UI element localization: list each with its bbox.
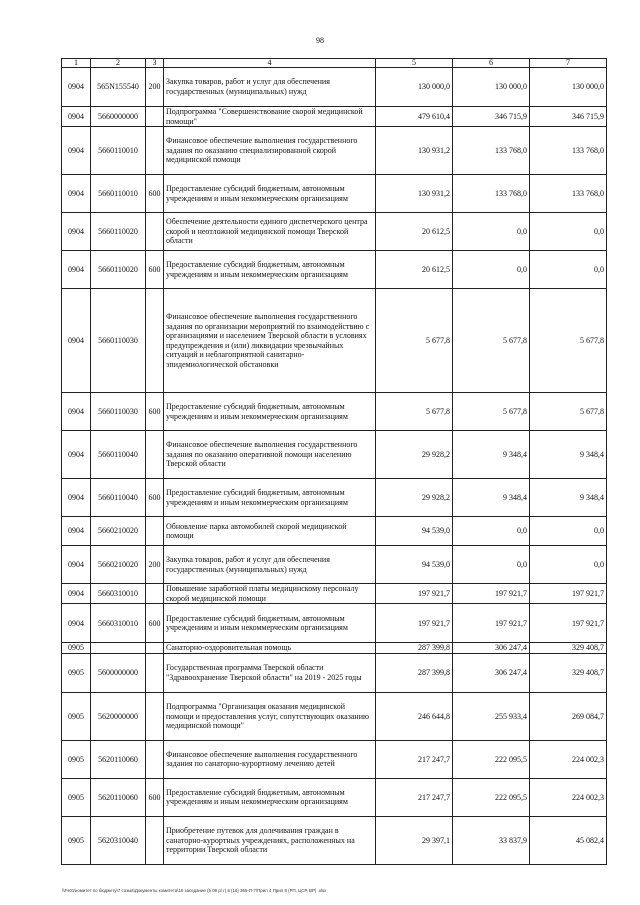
item-name-cell: Повышение заработной платы медицинскому персоналу скорой медицинской помощи <box>164 584 376 604</box>
item-name-cell: Государственная программа Тверской области "Здравоохранение Тверской области" на 2019 - 2025 годы <box>164 653 376 692</box>
expense-type-cell <box>146 213 164 251</box>
amount-col6-cell: 0,0 <box>453 517 530 546</box>
amount-col6-cell: 0,0 <box>453 546 530 584</box>
target-code-cell: 5660110030 <box>91 289 146 393</box>
column-number-row <box>62 59 607 68</box>
amount-col5-cell: 29 397,1 <box>376 816 453 864</box>
amount-col6-cell: 133 768,0 <box>453 175 530 213</box>
amount-col5-cell: 217 247,7 <box>376 740 453 778</box>
column-header: 1 <box>62 59 91 68</box>
amount-col5-cell: 130 931,2 <box>376 175 453 213</box>
amount-col6-cell: 133 768,0 <box>453 127 530 175</box>
expense-type-cell <box>146 107 164 127</box>
section-code-cell: 0904 <box>62 584 91 604</box>
target-code-cell <box>91 643 146 654</box>
amount-col5-cell: 29 928,2 <box>376 479 453 517</box>
section-code-cell: 0905 <box>62 778 91 816</box>
section-code-cell: 0904 <box>62 213 91 251</box>
amount-col7-cell: 5 677,8 <box>530 393 607 431</box>
item-name-cell: Приобретение путевок для долечивания граждан в санаторно-курортных учреждениях, расположенных на территории Тверской области <box>164 816 376 864</box>
expense-type-cell: 200 <box>146 68 164 107</box>
item-name-cell: Санаторно-оздоровительная помощь <box>164 643 376 654</box>
column-header: 3 <box>146 59 164 68</box>
table-row <box>62 175 607 213</box>
amount-col5-cell: 29 928,2 <box>376 431 453 479</box>
section-code-cell: 0904 <box>62 479 91 517</box>
amount-col5-cell: 197 921,7 <box>376 604 453 643</box>
item-name-cell: Предоставление субсидий бюджетным, автономным учреждениям и иным некоммерческим организациям <box>164 251 376 289</box>
expense-type-cell <box>146 517 164 546</box>
target-code-cell: 5660110030 <box>91 393 146 431</box>
amount-col6-cell: 306 247,4 <box>453 653 530 692</box>
table-row <box>62 778 607 816</box>
amount-col6-cell: 130 000,0 <box>453 68 530 107</box>
column-header: 6 <box>453 59 530 68</box>
amount-col7-cell: 329 408,7 <box>530 643 607 654</box>
table-row <box>62 584 607 604</box>
table-row <box>62 546 607 584</box>
amount-col6-cell: 306 247,4 <box>453 643 530 654</box>
target-code-cell: 5660110020 <box>91 251 146 289</box>
amount-col7-cell: 224 002,3 <box>530 778 607 816</box>
amount-col7-cell: 0,0 <box>530 546 607 584</box>
section-code-cell: 0904 <box>62 68 91 107</box>
item-name-cell: Предоставление субсидий бюджетным, автономным учреждениям и иным некоммерческим организациям <box>164 479 376 517</box>
section-code-cell: 0904 <box>62 251 91 289</box>
amount-col6-cell: 0,0 <box>453 213 530 251</box>
target-code-cell: 5660210020 <box>91 517 146 546</box>
item-name-cell: Подпрограмма "Организация оказания медицинской помощи и предоставления услуг, сопутствующих оказанию медицинской помощи" <box>164 692 376 740</box>
amount-col6-cell: 222 095,5 <box>453 778 530 816</box>
target-code-cell: 565N155540 <box>91 68 146 107</box>
expense-type-cell <box>146 643 164 654</box>
section-code-cell: 0904 <box>62 175 91 213</box>
amount-col5-cell: 5 677,8 <box>376 289 453 393</box>
item-name-cell: Финансовое обеспечение выполнения государственного задания по оказанию оперативной помощи населению Тверской области <box>164 431 376 479</box>
amount-col7-cell: 130 000,0 <box>530 68 607 107</box>
expense-type-cell <box>146 692 164 740</box>
amount-col7-cell: 346 715,9 <box>530 107 607 127</box>
amount-col5-cell: 287 399,8 <box>376 643 453 654</box>
table-row <box>62 643 607 654</box>
section-code-cell: 0904 <box>62 517 91 546</box>
target-code-cell: 5660210020 <box>91 546 146 584</box>
item-name-cell: Предоставление субсидий бюджетным, автономным учреждениям и иным некоммерческим организациям <box>164 778 376 816</box>
amount-col7-cell: 9 348,4 <box>530 431 607 479</box>
amount-col6-cell: 0,0 <box>453 251 530 289</box>
target-code-cell: 5660310010 <box>91 584 146 604</box>
amount-col7-cell: 224 002,3 <box>530 740 607 778</box>
section-code-cell: 0904 <box>62 604 91 643</box>
amount-col7-cell: 0,0 <box>530 213 607 251</box>
expense-type-cell <box>146 653 164 692</box>
target-code-cell: 5620000000 <box>91 692 146 740</box>
amount-col5-cell: 479 610,4 <box>376 107 453 127</box>
table-row <box>62 517 607 546</box>
column-header: 5 <box>376 59 453 68</box>
target-code-cell: 5660110040 <box>91 431 146 479</box>
target-code-cell: 5660000000 <box>91 107 146 127</box>
amount-col7-cell: 269 084,7 <box>530 692 607 740</box>
expense-type-cell <box>146 816 164 864</box>
amount-col5-cell: 5 677,8 <box>376 393 453 431</box>
section-code-cell: 0904 <box>62 393 91 431</box>
amount-col5-cell: 246 644,8 <box>376 692 453 740</box>
section-code-cell: 0904 <box>62 431 91 479</box>
expense-type-cell: 600 <box>146 393 164 431</box>
amount-col7-cell: 197 921,7 <box>530 604 607 643</box>
amount-col6-cell: 197 921,7 <box>453 584 530 604</box>
expense-type-cell <box>146 431 164 479</box>
target-code-cell: 5620310040 <box>91 816 146 864</box>
expense-type-cell: 600 <box>146 479 164 517</box>
amount-col5-cell: 94 539,0 <box>376 546 453 584</box>
amount-col6-cell: 197 921,7 <box>453 604 530 643</box>
amount-col5-cell: 20 612,5 <box>376 251 453 289</box>
amount-col7-cell: 0,0 <box>530 251 607 289</box>
expense-type-cell <box>146 584 164 604</box>
amount-col5-cell: 130 931,2 <box>376 127 453 175</box>
table-row <box>62 816 607 864</box>
section-code-cell: 0904 <box>62 107 91 127</box>
item-name-cell: Закупка товаров, работ и услуг для обеспечения государственных (муниципальных) нужд <box>164 68 376 107</box>
section-code-cell: 0905 <box>62 643 91 654</box>
item-name-cell: Финансовое обеспечение выполнения государственного задания по организации мероприятий по взаимодействию с организациями и населением Тверской области в условиях предупреждения и (или) ликвидации чрезвычайных ситуаций и неблагоприятной санитарно-эпидемиологической обстановки <box>164 289 376 393</box>
amount-col5-cell: 94 539,0 <box>376 517 453 546</box>
file-path-footer: \\Fs01\комитет по бюджету\7 созыв\Документы комитета\16 заседание (5.09 р/ г) в (16) 365-П-7\Прил 4 Прил 8 (РП, ЦСР, ВР) .xlsx <box>62 888 327 893</box>
amount-col5-cell: 20 612,5 <box>376 213 453 251</box>
item-name-cell: Предоставление субсидий бюджетным, автономным учреждениям и иным некоммерческим организациям <box>164 604 376 643</box>
table-row <box>62 289 607 393</box>
section-code-cell: 0905 <box>62 816 91 864</box>
section-code-cell: 0905 <box>62 692 91 740</box>
section-code-cell: 0904 <box>62 289 91 393</box>
target-code-cell: 5660110040 <box>91 479 146 517</box>
amount-col7-cell: 9 348,4 <box>530 479 607 517</box>
table-row <box>62 393 607 431</box>
page-number: 98 <box>316 36 324 45</box>
amount-col5-cell: 217 247,7 <box>376 778 453 816</box>
table-row <box>62 213 607 251</box>
amount-col7-cell: 5 677,8 <box>530 289 607 393</box>
item-name-cell: Предоставление субсидий бюджетным, автономным учреждениям и иным некоммерческим организациям <box>164 393 376 431</box>
column-header: 7 <box>530 59 607 68</box>
column-header: 4 <box>164 59 376 68</box>
item-name-cell: Финансовое обеспечение выполнения государственного задания по санаторно-курортному лечению детей <box>164 740 376 778</box>
expense-type-cell: 600 <box>146 175 164 213</box>
section-code-cell: 0905 <box>62 653 91 692</box>
item-name-cell: Обновление парка автомобилей скорой медицинской помощи <box>164 517 376 546</box>
amount-col5-cell: 287 399,8 <box>376 653 453 692</box>
item-name-cell: Предоставление субсидий бюджетным, автономным учреждениям и иным некоммерческим организациям <box>164 175 376 213</box>
expense-type-cell: 600 <box>146 778 164 816</box>
item-name-cell: Закупка товаров, работ и услуг для обеспечения государственных (муниципальных) нужд <box>164 546 376 584</box>
amount-col7-cell: 0,0 <box>530 517 607 546</box>
table-row <box>62 692 607 740</box>
amount-col7-cell: 329 408,7 <box>530 653 607 692</box>
table-row <box>62 604 607 643</box>
amount-col6-cell: 33 837,9 <box>453 816 530 864</box>
amount-col5-cell: 197 921,7 <box>376 584 453 604</box>
amount-col6-cell: 255 933,4 <box>453 692 530 740</box>
section-code-cell: 0905 <box>62 740 91 778</box>
expense-type-cell <box>146 289 164 393</box>
amount-col6-cell: 5 677,8 <box>453 393 530 431</box>
amount-col7-cell: 133 768,0 <box>530 175 607 213</box>
table-row <box>62 740 607 778</box>
amount-col6-cell: 9 348,4 <box>453 479 530 517</box>
amount-col6-cell: 346 715,9 <box>453 107 530 127</box>
section-code-cell: 0904 <box>62 127 91 175</box>
item-name-cell: Обеспечение деятельности единого диспетчерского центра скорой и неотложной медицинской помощи Тверской области <box>164 213 376 251</box>
amount-col7-cell: 133 768,0 <box>530 127 607 175</box>
table-row <box>62 107 607 127</box>
table-row <box>62 251 607 289</box>
amount-col7-cell: 45 082,4 <box>530 816 607 864</box>
table-row <box>62 431 607 479</box>
section-code-cell: 0904 <box>62 546 91 584</box>
target-code-cell: 5600000000 <box>91 653 146 692</box>
table-row <box>62 127 607 175</box>
item-name-cell: Финансовое обеспечение выполнения государственного задания по оказанию специализированной скорой медицинской помощи <box>164 127 376 175</box>
column-header: 2 <box>91 59 146 68</box>
target-code-cell: 5660310010 <box>91 604 146 643</box>
table-row <box>62 653 607 692</box>
table-row <box>62 479 607 517</box>
budget-table <box>61 58 607 865</box>
expense-type-cell <box>146 127 164 175</box>
target-code-cell: 5620110060 <box>91 778 146 816</box>
amount-col6-cell: 222 095,5 <box>453 740 530 778</box>
expense-type-cell: 200 <box>146 546 164 584</box>
table-row <box>62 68 607 107</box>
target-code-cell: 5660110010 <box>91 175 146 213</box>
amount-col6-cell: 5 677,8 <box>453 289 530 393</box>
expense-type-cell: 600 <box>146 251 164 289</box>
amount-col5-cell: 130 000,0 <box>376 68 453 107</box>
item-name-cell: Подпрограмма "Совершенствование скорой медицинской помощи" <box>164 107 376 127</box>
target-code-cell: 5660110010 <box>91 127 146 175</box>
expense-type-cell <box>146 740 164 778</box>
amount-col6-cell: 9 348,4 <box>453 431 530 479</box>
expense-type-cell: 600 <box>146 604 164 643</box>
amount-col7-cell: 197 921,7 <box>530 584 607 604</box>
target-code-cell: 5620110060 <box>91 740 146 778</box>
target-code-cell: 5660110020 <box>91 213 146 251</box>
